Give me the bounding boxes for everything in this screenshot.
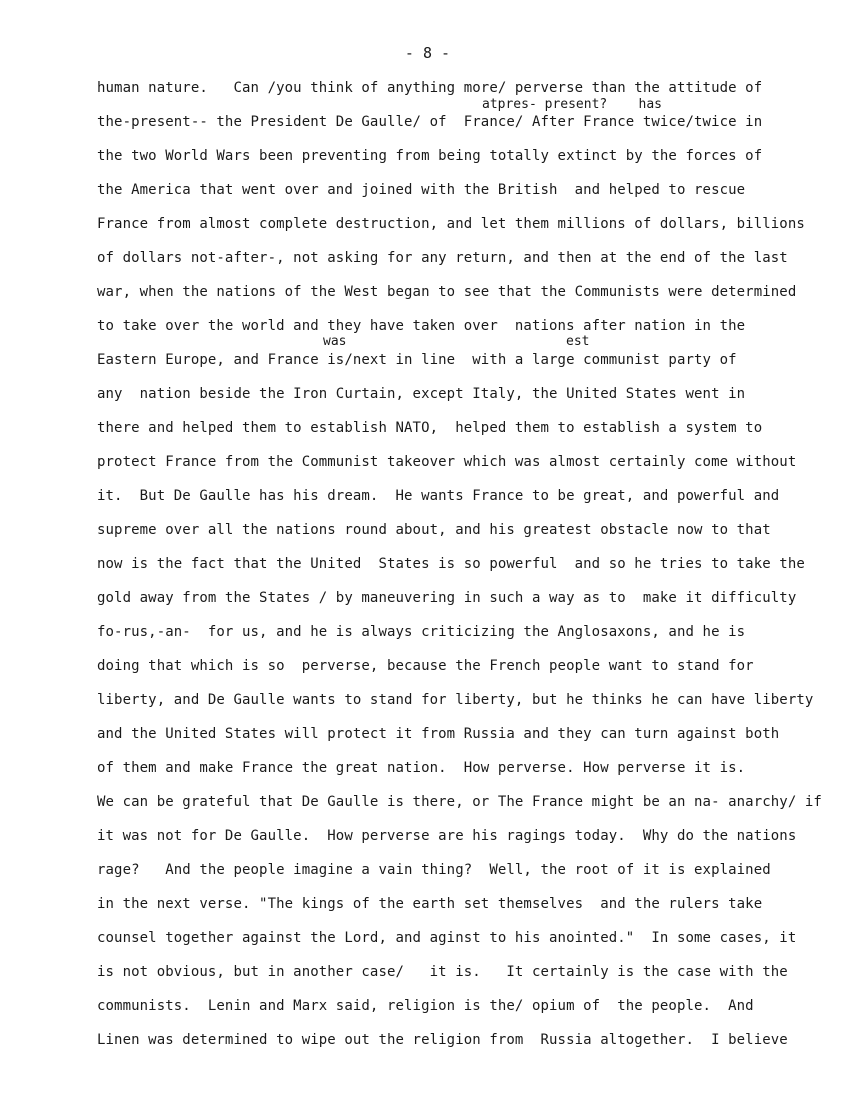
text-line: it. But De Gaulle has his dream. He wants France to be great, and powerful and: [97, 488, 780, 504]
interlinear-insertion: was: [323, 334, 347, 349]
text-line: gold away from the States / by maneuvering in such a way as to make it difficulty: [97, 590, 797, 606]
text-line: doing that which is so perverse, because the French people want to stand for: [97, 658, 754, 674]
text-line: and the United States will protect it from Russia and they can turn against both: [97, 726, 780, 742]
text-line: any nation beside the Iron Curtain, except Italy, the United States went in: [97, 386, 746, 402]
text-line: it was not for De Gaulle. How perverse are his ragings today. Why do the nations: [97, 828, 797, 844]
text-line: there and helped them to establish NATO, helped them to establish a system to: [97, 420, 763, 436]
text-line: war, when the nations of the West began to see that the Communists were determined: [97, 284, 797, 300]
text-line: human nature. Can /you think of anything more/ perverse than the attitude of: [97, 80, 763, 96]
page-number: - 8 -: [404, 44, 451, 62]
text-line: counsel together against the Lord, and aginst to his anointed." In some cases, it: [97, 930, 797, 946]
text-line: liberty, and De Gaulle wants to stand for liberty, but he thinks he can have liberty: [97, 692, 814, 708]
text-line: communists. Lenin and Marx said, religion is the/ opium of the people. And: [97, 998, 754, 1014]
text-line: the-present-- the President De Gaulle/ of France/ After France twice/twice in: [97, 114, 763, 130]
text-line: to take over the world and they have taken over nations after nation in the: [97, 318, 746, 334]
text-line: Eastern Europe, and France is/next in line with a large communist party of: [97, 352, 737, 368]
text-line: protect France from the Communist takeover which was almost certainly come without: [97, 454, 797, 470]
text-line: France from almost complete destruction, and let them millions of dollars, billions: [97, 216, 805, 232]
text-line: Linen was determined to wipe out the religion from Russia altogether. I believe: [97, 1032, 788, 1048]
text-line: in the next verse. "The kings of the earth set themselves and the rulers take: [97, 896, 763, 912]
text-line: the America that went over and joined with the British and helped to rescue: [97, 182, 746, 198]
interlinear-insertion: est: [566, 334, 590, 349]
text-line: rage? And the people imagine a vain thing? Well, the root of it is explained: [97, 862, 771, 878]
text-line: supreme over all the nations round about, and his greatest obstacle now to that: [97, 522, 771, 538]
text-line: We can be grateful that De Gaulle is there, or The France might be an na- anarchy/ if: [97, 794, 822, 810]
interlinear-insertion: atpres- present? has: [482, 97, 663, 112]
text-line: of dollars not-after-, not asking for any return, and then at the end of the last: [97, 250, 788, 266]
text-line: the two World Wars been preventing from being totally extinct by the forces of: [97, 148, 763, 164]
text-line: fo-rus,-an- for us, and he is always criticizing the Anglosaxons, and he is: [97, 624, 746, 640]
text-line: now is the fact that the United States is so powerful and so he tries to take the: [97, 556, 805, 572]
text-line: is not obvious, but in another case/ it is. It certainly is the case with the: [97, 964, 788, 980]
text-line: of them and make France the great nation. How perverse. How perverse it is.: [97, 760, 746, 776]
